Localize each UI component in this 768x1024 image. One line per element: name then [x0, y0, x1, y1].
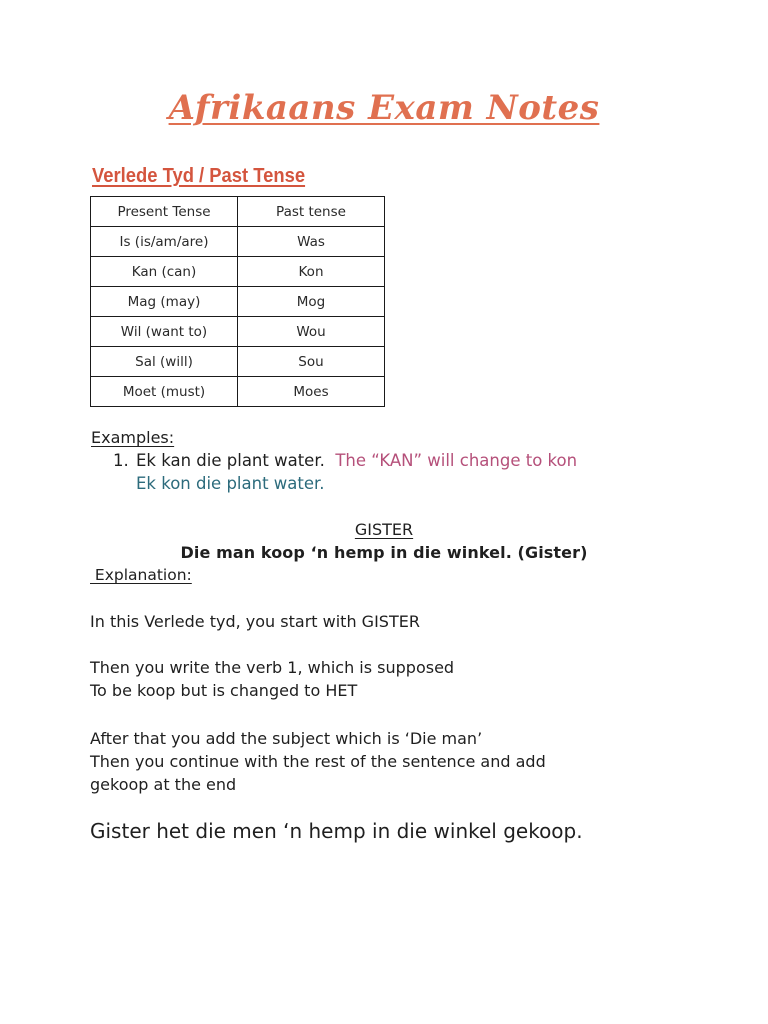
table-cell: Mog — [238, 287, 385, 317]
example-result: Ek kon die plant water. — [136, 474, 325, 493]
paragraph-line: gekoop at the end — [90, 775, 237, 794]
explanation-heading: Explanation: — [90, 566, 192, 584]
table-cell: Wil (want to) — [91, 317, 238, 347]
paragraph-line: Then you continue with the rest of the sentence and add — [90, 752, 546, 771]
gister-heading: GISTER — [354, 520, 414, 539]
table-cell: Present Tense — [91, 197, 238, 227]
table-cell: Kan (can) — [91, 257, 238, 287]
explanation-paragraph-2 — [90, 656, 454, 702]
example-sentence: Ek kan die plant water. — [136, 451, 325, 470]
example-number: 1. — [113, 451, 129, 470]
section-heading: Verlede Tyd / Past Tense — [92, 165, 306, 187]
table-cell: Moet (must) — [91, 377, 238, 407]
final-sentence: Gister het die men ‘n hemp in die winkel gekoop. — [90, 819, 583, 843]
paragraph-line: After that you add the subject which is ‘Die man’ — [90, 729, 483, 748]
table-row — [91, 317, 385, 347]
table-cell: Is (is/am/are) — [91, 227, 238, 257]
table-cell: Was — [238, 227, 385, 257]
table-cell: Kon — [238, 257, 385, 287]
paragraph-line: To be koop but is changed to HET — [90, 681, 358, 700]
explanation-paragraph-3 — [90, 727, 546, 796]
table-row — [91, 227, 385, 257]
table-cell: Wou — [238, 317, 385, 347]
table-row — [91, 257, 385, 287]
table-cell: Past tense — [238, 197, 385, 227]
table-row — [91, 377, 385, 407]
paragraph-line: In this Verlede tyd, you start with GISTER — [90, 612, 420, 631]
table-row — [91, 347, 385, 377]
gister-sentence: Die man koop ‘n hemp in die winkel. (Gister) — [180, 543, 588, 562]
table-cell: Mag (may) — [91, 287, 238, 317]
table-cell: Sal (will) — [91, 347, 238, 377]
example-note: The “KAN” will change to kon — [335, 451, 578, 470]
explanation-paragraph-1 — [90, 610, 420, 633]
page-title: Afrikaans Exam Notes — [168, 88, 600, 128]
paragraph-line: Then you write the verb 1, which is supposed — [90, 658, 455, 677]
table-row — [91, 287, 385, 317]
table-header-row — [91, 197, 385, 227]
tense-table — [90, 196, 385, 407]
example-item — [113, 451, 577, 470]
table-cell: Sou — [238, 347, 385, 377]
table-cell: Moes — [238, 377, 385, 407]
examples-heading: Examples: — [91, 428, 175, 447]
